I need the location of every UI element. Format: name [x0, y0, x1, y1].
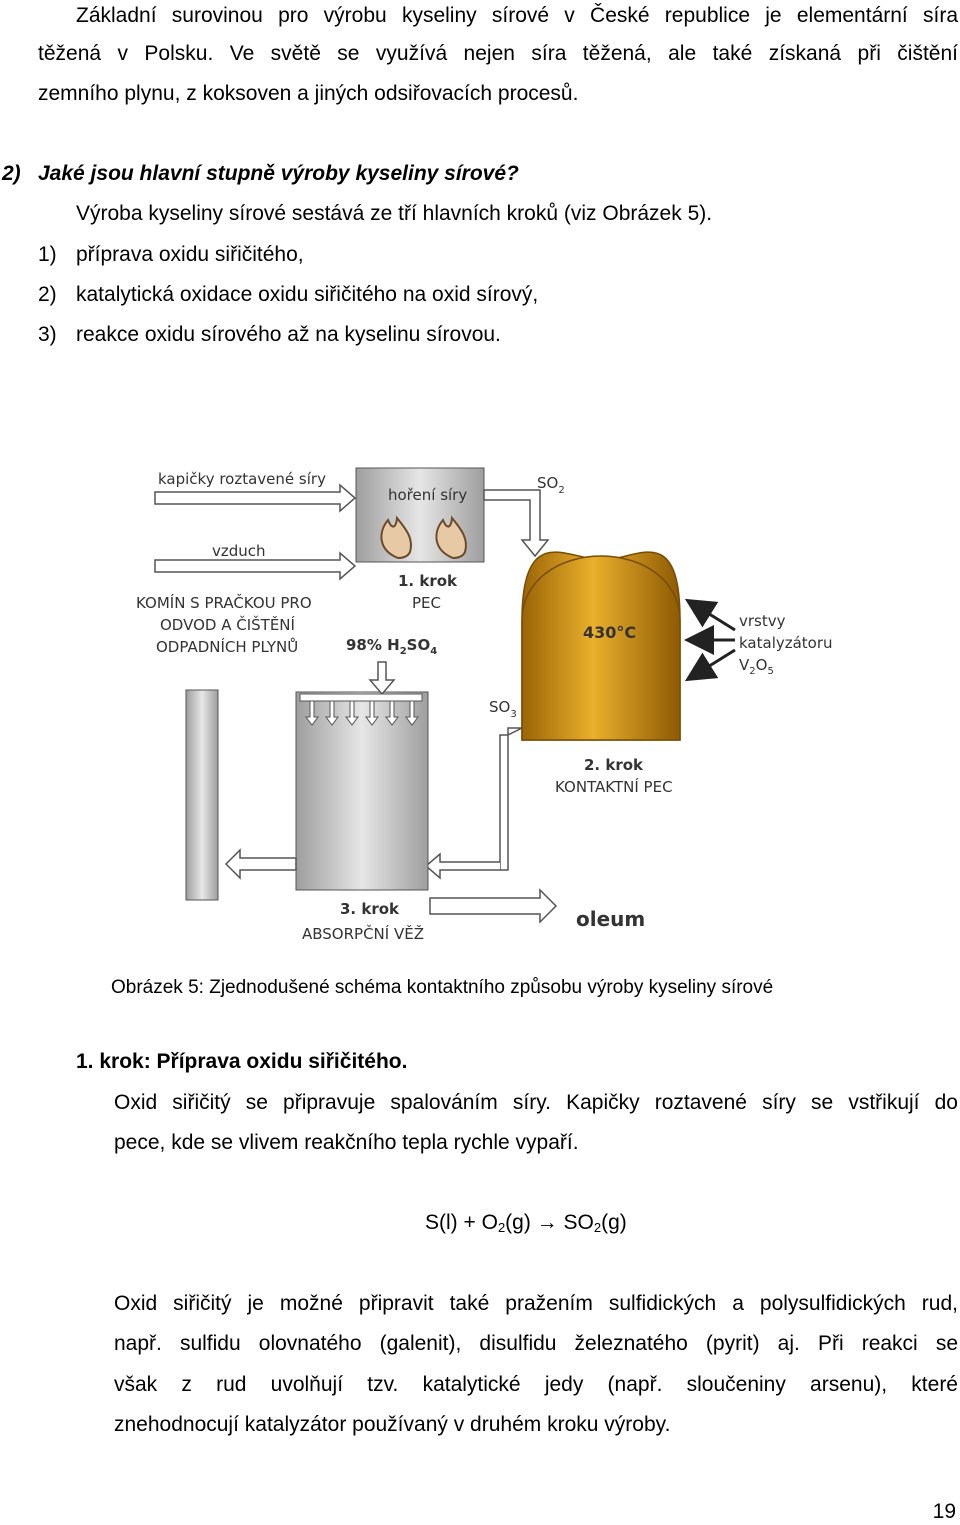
- label-chimney-1: KOMÍN S PRAČKOU PRO: [136, 594, 312, 612]
- label-layers-1: vrstvy: [739, 612, 786, 630]
- step-2-num: 2): [38, 283, 57, 306]
- svg-text:V2O5: $V_2O_5$: [739, 656, 774, 677]
- equation: $S(l) + O_2(g) \to SO_2(g)$: [425, 1211, 627, 1235]
- page-number: 19: [932, 1500, 956, 1523]
- catalyst-arrow: [690, 602, 735, 630]
- para-last-line1: Oxid siřičitý je možné připravit také pražením sulfidických a polysulfidických rud,: [114, 1292, 958, 1315]
- label-step3: 3. krok: [340, 900, 400, 918]
- para-last-line3: však z rud uvolňují tzv. katalytické jedy (např. sloučeniny arsenu), které: [114, 1373, 958, 1396]
- label-so2-sub: 2: [558, 485, 565, 496]
- droplets-arrow: [155, 485, 355, 511]
- oleum-arrow: [430, 890, 556, 922]
- label-contact: KONTAKTNÍ PEC: [555, 778, 673, 796]
- step1-para-line1: Oxid siřičitý se připravuje spalováním síry. Kapičky roztavené síry se vstřikují do: [114, 1091, 958, 1114]
- label-droplets: kapičky roztavené síry: [158, 470, 326, 488]
- para1-line1: Základní surovinou pro výrobu kyseliny sírové v České republice je elementární síra: [76, 4, 958, 27]
- step1-heading: 1. krok: Příprava oxidu siřičitého.: [76, 1050, 408, 1073]
- step-1-text: příprava oxidu siřičitého,: [76, 243, 304, 266]
- figure-caption: Obrázek 5: Zjednodušené schéma kontaktního způsobu výroby kyseliny sírové: [111, 977, 774, 998]
- acid-arrow: [370, 662, 394, 694]
- catalyst-arrow: [690, 650, 735, 678]
- label-chimney-2: ODVOD A ČIŠTĚNÍ: [160, 616, 295, 634]
- step1-para-line2: pece, kde se vlivem reakčního tepla rychle vypaří.: [114, 1131, 579, 1154]
- label-acid-pre: 98% H: [346, 636, 400, 654]
- label-temp: 430°C: [583, 623, 637, 642]
- label-so3: SO: [489, 698, 511, 716]
- para1-line3: zemního plynu, z koksoven a jiných odsiřovacích procesů.: [38, 82, 579, 105]
- step-3-num: 3): [38, 323, 57, 346]
- so3-pipe: [500, 728, 522, 870]
- label-oleum: oleum: [576, 907, 646, 931]
- question-text: Jaké jsou hlavní stupně výroby kyseliny sírové?: [38, 162, 519, 185]
- label-step2: 2. krok: [584, 756, 644, 774]
- label-layers-2: katalyzátoru: [739, 634, 833, 652]
- label-so2: SO: [537, 474, 559, 492]
- step-1-num: 1): [38, 243, 57, 266]
- label-step1: 1. krok: [398, 572, 458, 590]
- question-number: 2): [2, 162, 21, 185]
- para-last-line2: např. sulfidu olovnatého (galenit), disulfidu železnatého (pyrit) aj. Při reakci se: [114, 1332, 958, 1355]
- step-3-text: reakce oxidu sírového až na kyselinu sírovou.: [76, 323, 501, 346]
- para-last-line4: znehodnocují katalyzátor používaný v druhém kroku výroby.: [114, 1413, 671, 1436]
- svg-text:SO2: [537, 474, 565, 496]
- svg-text:98% H2SO4: 98% $H_2SO_4$: [346, 636, 438, 657]
- so2-pipe: [484, 490, 548, 556]
- label-absorb: ABSORPČNÍ VĚŽ: [302, 925, 424, 943]
- label-v2o5: V: [739, 656, 750, 674]
- chimney: [186, 690, 218, 900]
- label-chimney-3: ODPADNÍCH PLYNŮ: [156, 638, 299, 656]
- para1-line2: těžená v Polsku. Ve světě se využívá nejen síra těžená, ale také získaná při čištění: [38, 42, 958, 65]
- absorption-tower: [296, 692, 428, 890]
- label-burning: hoření síry: [388, 486, 468, 504]
- step-2-text: katalytická oxidace oxidu siřičitého na oxid sírový,: [76, 283, 539, 306]
- label-air: vzduch: [212, 542, 266, 560]
- label-furnace: PEC: [412, 594, 441, 612]
- gas-arrow: [226, 850, 296, 878]
- svg-text:SO3: $SO_3$: [489, 698, 517, 720]
- answer-intro: Výroba kyseliny sírové sestává ze tří hlavních kroků (viz Obrázek 5).: [76, 202, 713, 225]
